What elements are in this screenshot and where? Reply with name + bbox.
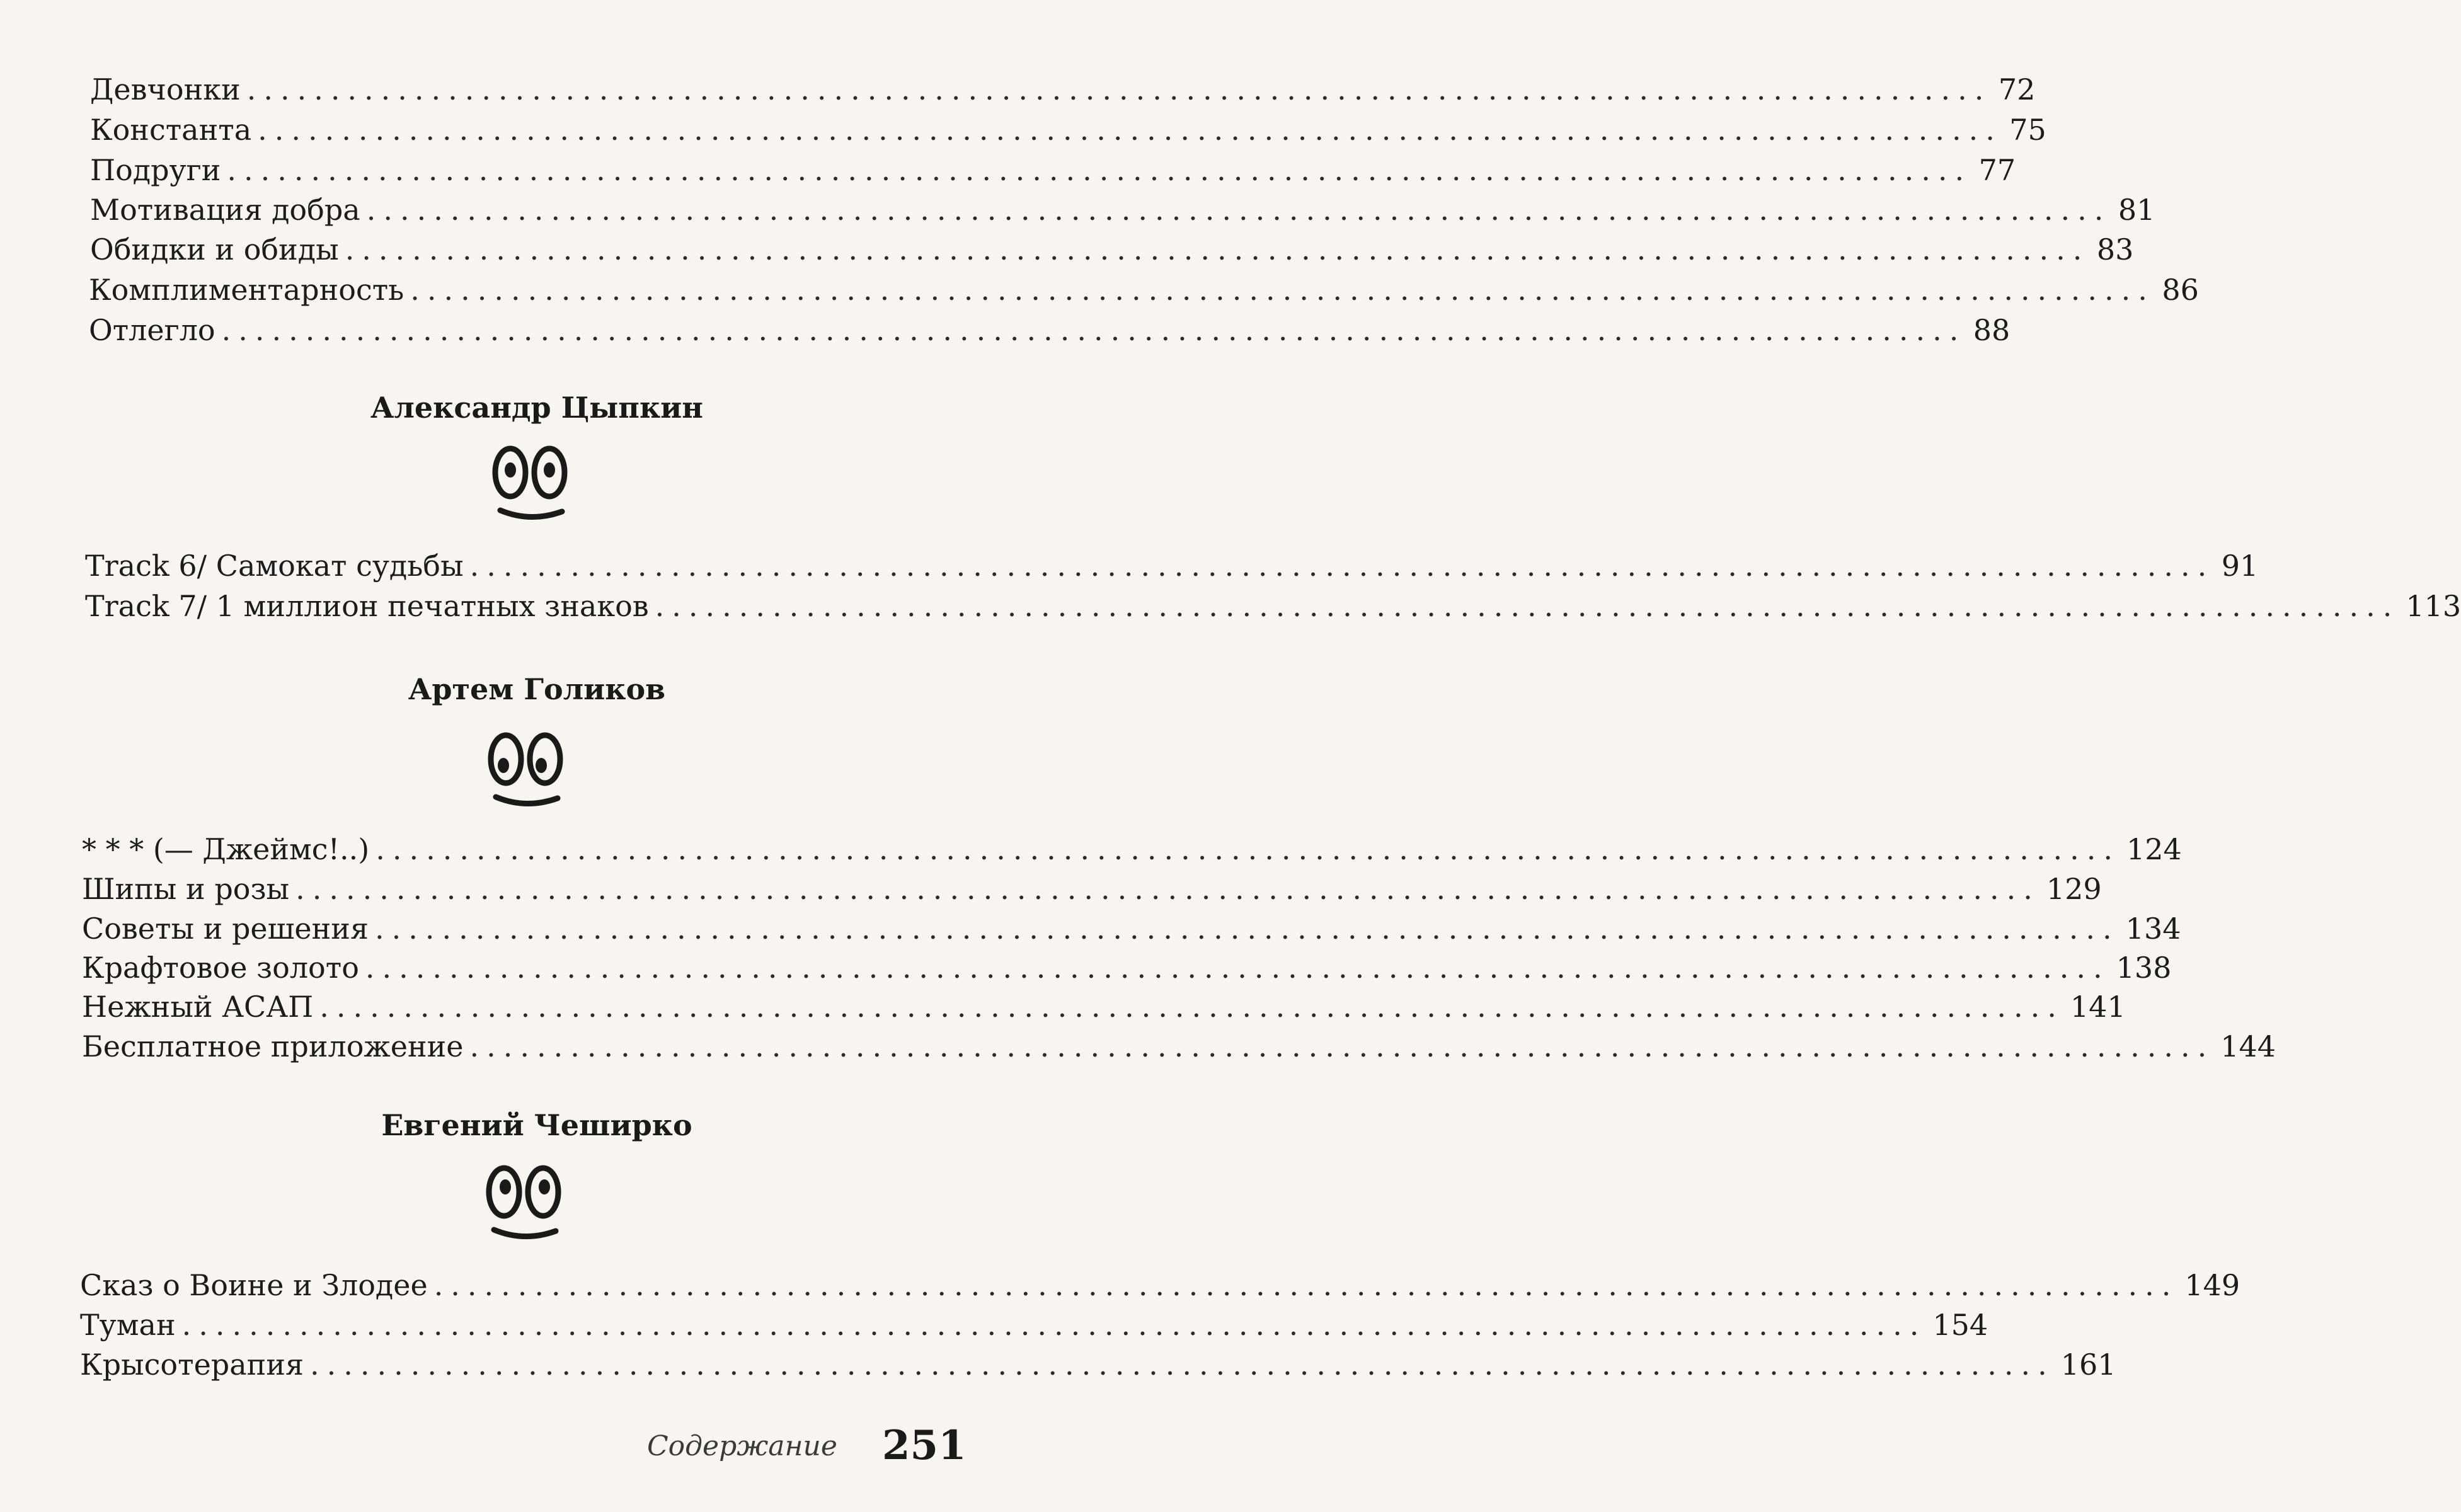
toc-entry-page: 88 — [1973, 313, 2011, 347]
toc-entry — [90, 151, 2016, 189]
toc-dot-leader: ........................................................................................................ — [365, 951, 2110, 985]
toc-dot-leader: ........................................................................................................ — [295, 872, 2040, 906]
toc-entry-title: * * * (— Джеймс!..) — [82, 832, 370, 866]
toc-entry-title: Track 7/ 1 миллион печатных знаков — [85, 589, 649, 623]
toc-dot-leader: ........................................................................................................ — [433, 1268, 2179, 1302]
smiley-face-icon — [480, 1160, 568, 1246]
toc-entry-title: Шипы и розы — [82, 872, 290, 906]
toc-dot-leader: ........................................................................................................ — [374, 912, 2120, 946]
author-heading: Артем Голиков — [408, 672, 666, 706]
toc-entry — [85, 547, 2259, 585]
toc-entry — [90, 111, 2046, 149]
toc-entry-page: 81 — [2118, 193, 2155, 227]
toc-entry-page: 91 — [2221, 549, 2259, 583]
toc-entry-title: Туман — [80, 1308, 176, 1342]
author-heading: Александр Цыпкин — [370, 391, 703, 425]
toc-entry — [89, 311, 2011, 349]
toc-entry-page: 113 — [2406, 589, 2461, 623]
toc-entry-page: 149 — [2184, 1268, 2240, 1302]
toc-entry — [82, 949, 2172, 987]
toc-dot-leader: ........................................................................................................ — [258, 113, 2002, 147]
toc-entry — [89, 271, 2199, 309]
toc-entry-page: 75 — [2009, 113, 2046, 147]
toc-dot-leader: ........................................................................................................ — [246, 72, 1992, 106]
toc-entry — [82, 830, 2182, 868]
toc-dot-leader: ........................................................................................................ — [469, 1029, 2215, 1063]
toc-entry-title: Бесплатное приложение — [82, 1029, 464, 1063]
toc-entry-title: Комплиментарность — [89, 273, 404, 307]
toc-entry — [82, 1028, 2276, 1065]
toc-entry-title: Константа — [90, 113, 252, 147]
smiley-face-icon — [486, 441, 575, 526]
page-number: 251 — [882, 1422, 967, 1469]
toc-entry — [80, 1346, 2116, 1383]
toc-dot-leader: ........................................................................................................ — [181, 1308, 1927, 1342]
toc-dot-leader: ........................................................................................................ — [345, 232, 2090, 266]
toc-entry — [80, 1266, 2240, 1304]
running-title: Содержание — [647, 1430, 837, 1462]
toc-entry-page: 161 — [2060, 1348, 2116, 1382]
toc-entry-title: Мотивация добра — [90, 193, 360, 227]
author-heading: Евгений Чеширко — [381, 1108, 692, 1142]
toc-entry-page: 141 — [2070, 990, 2126, 1024]
toc-entry — [82, 870, 2102, 908]
toc-entry-title: Track 6/ Самокат судьбы — [85, 549, 464, 583]
toc-entry-page: 124 — [2126, 832, 2182, 866]
toc-dot-leader: ........................................................................................................ — [366, 193, 2111, 227]
toc-entry — [82, 988, 2126, 1026]
toc-entry-title: Подруги — [90, 153, 221, 187]
smiley-face-icon — [482, 728, 570, 813]
toc-entry — [90, 231, 2134, 268]
toc-entry-title: Крысотерапия — [80, 1348, 304, 1382]
toc-entry-page: 134 — [2125, 912, 2181, 946]
toc-entry — [90, 191, 2155, 229]
toc-entry-page: 77 — [1978, 153, 2016, 187]
toc-entry — [80, 1306, 1988, 1344]
toc-entry — [82, 910, 2181, 948]
toc-dot-leader: ........................................................................................................ — [376, 832, 2120, 866]
toc-entry-page: 138 — [2116, 951, 2172, 985]
toc-entry-page: 144 — [2220, 1029, 2276, 1063]
toc-dot-leader: ........................................................................................................ — [227, 153, 1972, 187]
toc-dot-leader: ........................................................................................................ — [310, 1348, 2055, 1382]
toc-entry-title: Советы и решения — [82, 912, 369, 946]
toc-entry-title: Девчонки — [90, 72, 241, 106]
toc-entry-title: Сказ о Воине и Злодее — [80, 1268, 428, 1302]
toc-entry-title: Нежный АСАП — [82, 990, 314, 1024]
toc-entry — [85, 587, 2461, 625]
toc-entry — [90, 71, 2036, 108]
toc-entry-title: Крафтовое золото — [82, 951, 359, 985]
toc-entry-page: 129 — [2046, 872, 2102, 906]
toc-dot-leader: ........................................................................................................ — [469, 549, 2215, 583]
toc-entry-page: 83 — [2096, 232, 2134, 266]
toc-entry-page: 86 — [2162, 273, 2199, 307]
toc-dot-leader: ........................................................................................................ — [221, 313, 1966, 347]
toc-entry-page: 72 — [1998, 72, 2036, 106]
toc-dot-leader: ........................................................................................................ — [410, 273, 2155, 307]
toc-dot-leader: ........................................................................................................ — [319, 990, 2064, 1024]
toc-entry-title: Обидки и обиды — [90, 232, 339, 266]
toc-entry-title: Отлегло — [89, 313, 215, 347]
toc-entry-page: 154 — [1932, 1308, 1988, 1342]
toc-dot-leader: ........................................................................................................ — [655, 589, 2400, 623]
